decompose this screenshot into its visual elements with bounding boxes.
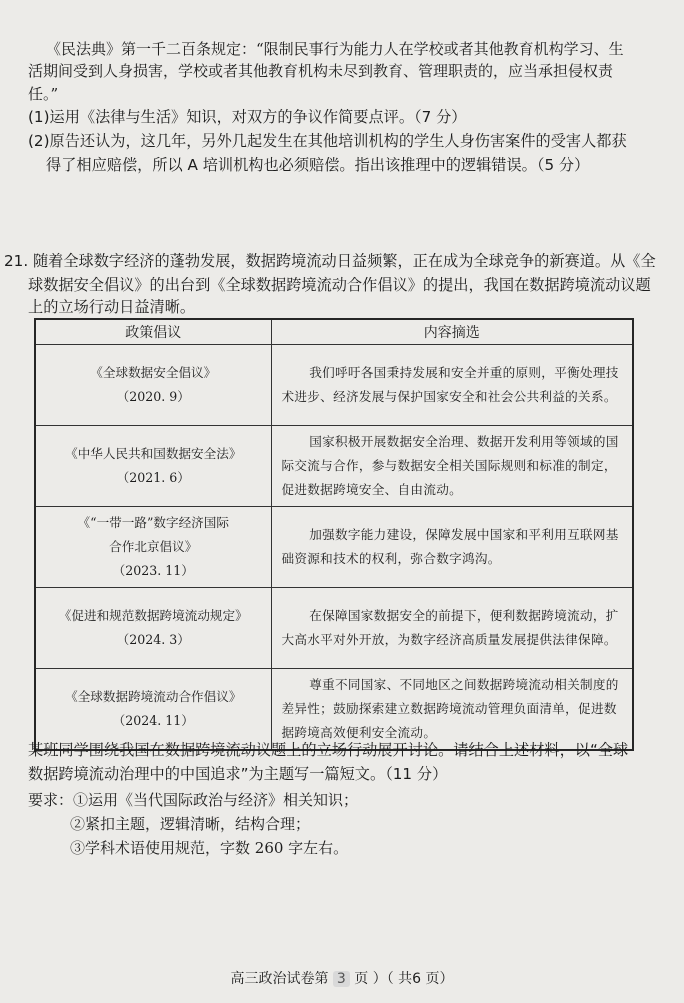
q21-intro-line-3: 上的立场行动日益清晰。: [28, 298, 196, 316]
policy-title: 《全球数据安全倡议》: [90, 365, 217, 380]
footer-prefix: 高三政治试卷第: [230, 971, 329, 987]
excerpt-text: 加强数字能力建设，保障发展中国家和平利用互联网基础资源和技术的权利，弥合数字鸿沟。: [281, 527, 619, 566]
excerpt-text: 国家积极开展数据安全治理、数据开发利用等领域的国际交流与合作，参与数据安全相关国际规则和标准的制定，促进数据跨境安全、自由流动。: [281, 434, 619, 497]
excerpt-text: 我们呼吁各国秉持发展和安全并重的原则，平衡处理技术进步、经济发展与保护国家安全和社会公共利益的关系。: [281, 365, 619, 404]
table-row: [35, 345, 633, 426]
q20-sub-question-1: (1)运用《法律与生活》知识，对双方的争议作简要点评。（7 分）: [28, 108, 467, 126]
policy-date: （2024. 3）: [116, 632, 190, 647]
policy-date: （2021. 6）: [116, 470, 190, 485]
policy-excerpt: [271, 345, 633, 426]
policy-title-line-2: 合作北京倡议》: [109, 539, 198, 554]
policy-name: [35, 507, 271, 588]
q21-intro-line-1: 21. 随着全球数字经济的蓬勃发展，数据跨境流动日益频繁，正在成为全球竞争的新赛道。从《全: [4, 252, 656, 270]
policy-name: [35, 669, 271, 751]
page-number: 3: [333, 971, 350, 987]
table-row: [35, 669, 633, 751]
policy-excerpt: [271, 588, 633, 669]
q20-material-line-2: 活期间受到人身损害，学校或者其他教育机构未尽到教育、管理职责的，应当承担侵权责: [28, 62, 614, 80]
policy-name: [35, 345, 271, 426]
q21-task-line-2: 数据跨境流动治理中的中国追求”为主题写一篇短文。（11 分）: [28, 765, 448, 783]
q21-intro-line-2: 球数据安全倡议》的出台到《全球数据跨境流动合作倡议》的提出，我国在数据跨境流动议题: [28, 276, 651, 294]
policy-excerpt: [271, 426, 633, 507]
policy-name: [35, 426, 271, 507]
policy-excerpt: [271, 507, 633, 588]
table-row: [35, 588, 633, 669]
table-row: [35, 426, 633, 507]
q20-sub-question-2-line-2: 得了相应赔偿，所以 A 培训机构也必须赔偿。指出该推理中的逻辑错误。（5 分）: [46, 156, 590, 174]
policy-date: （2024. 11）: [112, 713, 194, 728]
policy-table: [34, 318, 634, 751]
header-policy: 政策倡议: [35, 319, 271, 345]
header-excerpt: 内容摘选: [271, 319, 633, 345]
q21-task-line-1: 某班同学围绕我国在数据跨境流动议题上的立场行动展开讨论。请结合上述材料，以“全球: [28, 741, 629, 759]
policy-date: （2020. 9）: [116, 389, 190, 404]
policy-name: [35, 588, 271, 669]
policy-title-line-1: 《“一带一路”数字经济国际: [77, 515, 229, 530]
policy-title: 《中华人民共和国数据安全法》: [65, 446, 242, 461]
policy-title: 《促进和规范数据跨境流动规定》: [58, 608, 248, 623]
footer-suffix: 页 ）（ 共6 页）: [354, 971, 454, 987]
policy-table-header-row: [35, 319, 633, 345]
table-row: [35, 507, 633, 588]
policy-excerpt: [271, 669, 633, 751]
policy-title: 《全球数据跨境流动合作倡议》: [65, 689, 242, 704]
excerpt-text: 尊重不同国家、不同地区之间数据跨境流动相关制度的差异性；鼓励探索建立数据跨境流动管理负面清单，促进数据跨境高效便利安全流动。: [281, 677, 619, 740]
q21-requirement-2: ②紧扣主题，逻辑清晰，结构合理；: [70, 815, 311, 833]
q20-sub-question-2-line-1: (2)原告还认为，这几年，另外几起发生在其他培训机构的学生人身伤害案件的受害人都获: [28, 132, 627, 150]
q20-material-line-1: 《民法典》第一千二百条规定：“限制民事行为能力人在学校或者其他教育机构学习、生: [46, 40, 624, 58]
q21-requirement-3: ③学科术语使用规范，字数 260 字左右。: [70, 839, 349, 857]
q20-material-line-3: 任。”: [28, 85, 59, 103]
excerpt-text: 在保障国家数据安全的前提下，便利数据跨境流动，扩大高水平对外开放，为数字经济高质量发展提供法律保障。: [281, 608, 619, 647]
page-footer: [0, 968, 684, 988]
policy-date: （2023. 11）: [112, 563, 194, 578]
q21-requirement-1: 要求：①运用《当代国际政治与经济》相关知识；: [28, 791, 359, 809]
